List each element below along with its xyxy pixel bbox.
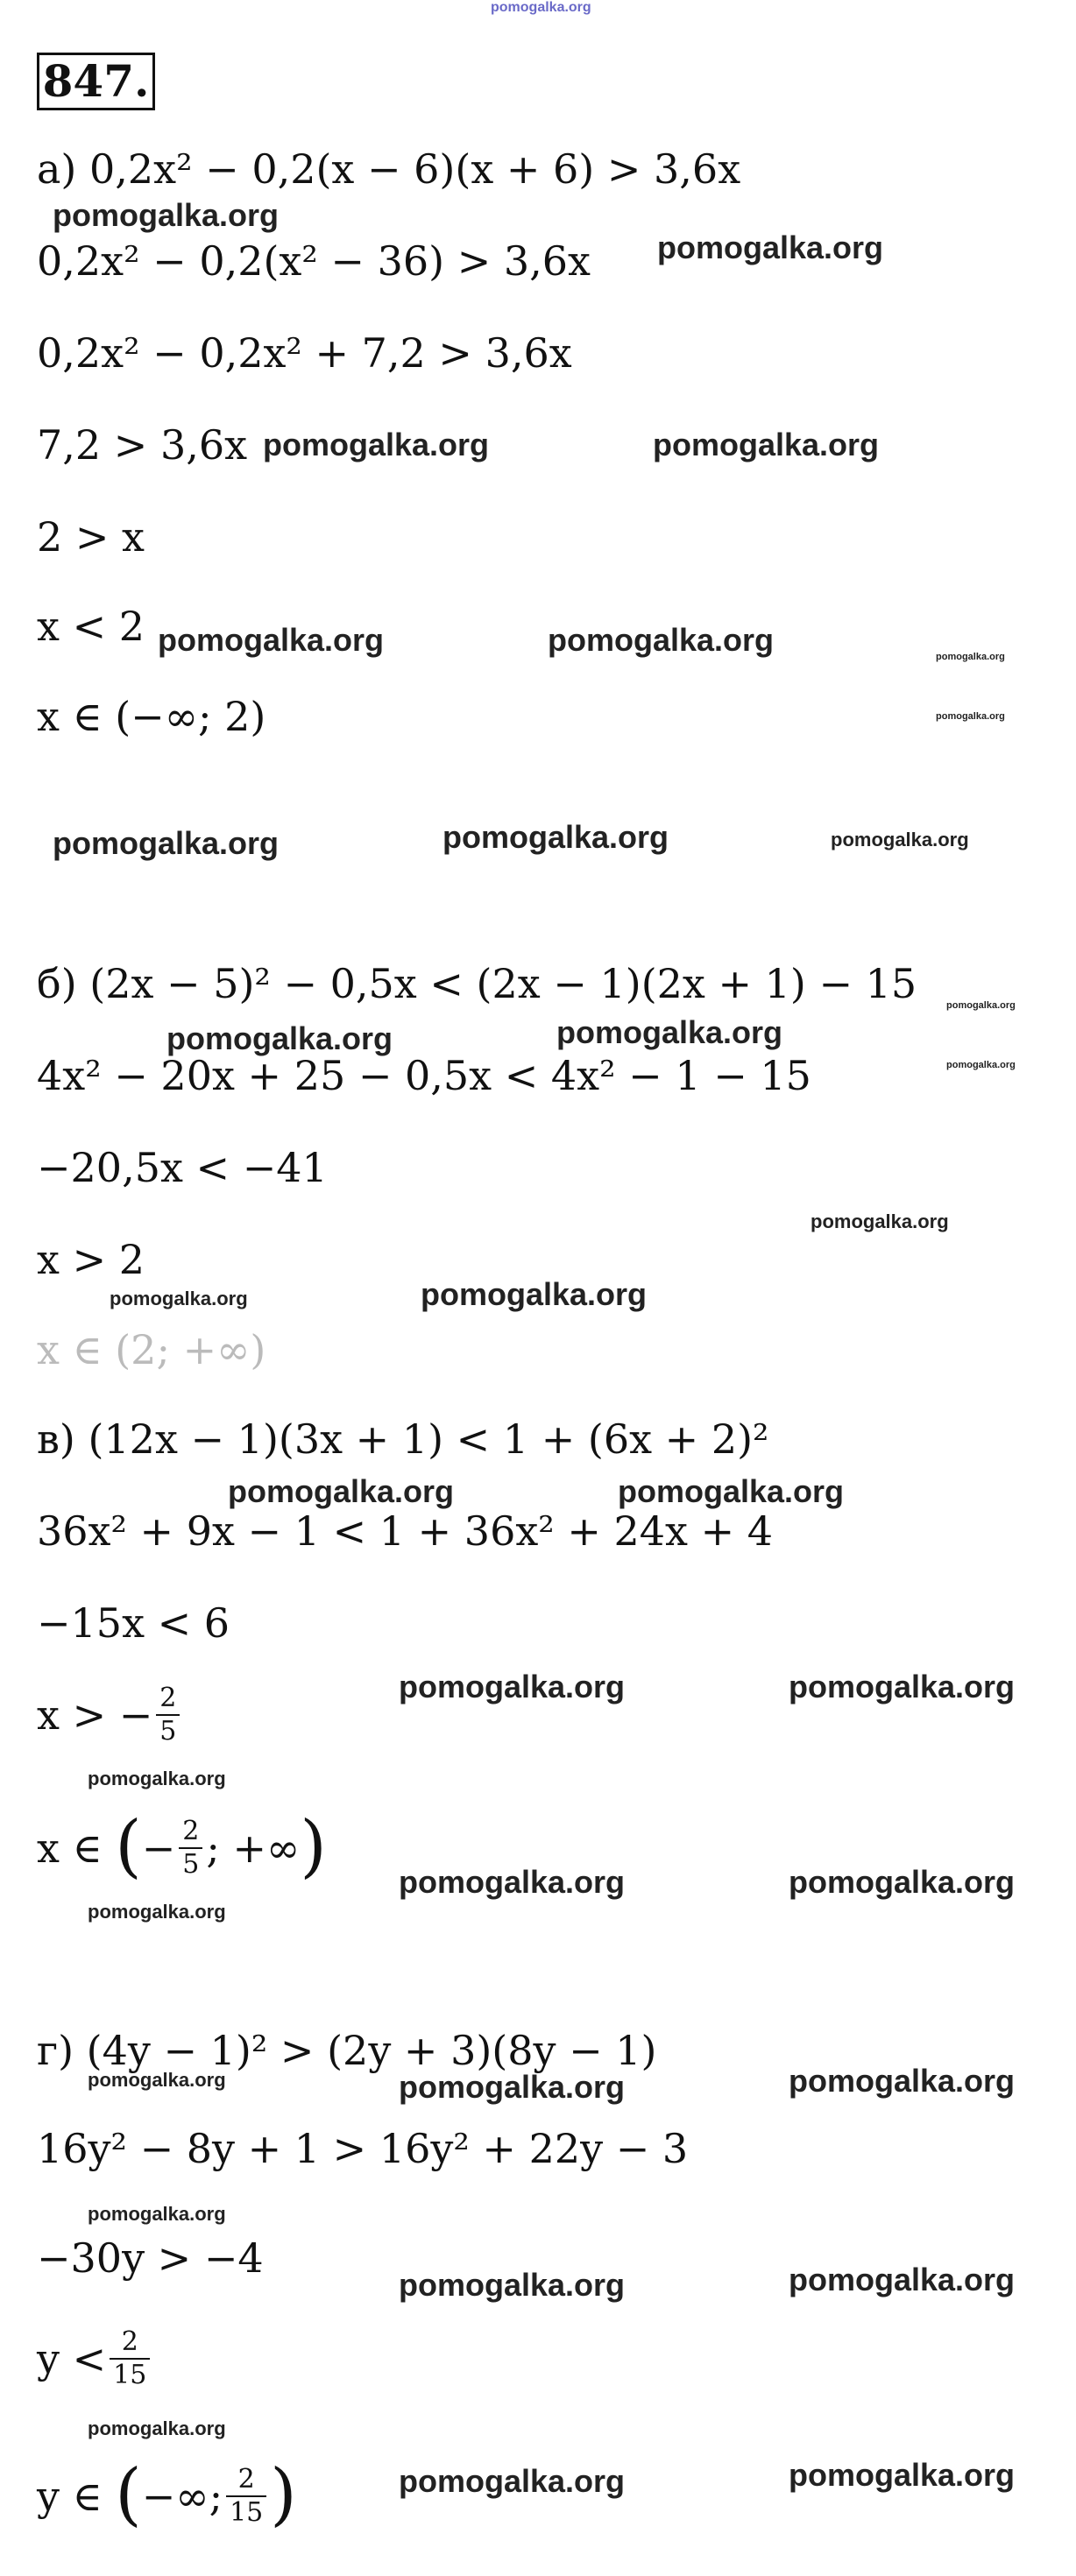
- watermark: pomogalka.org: [88, 2203, 226, 2225]
- watermark: pomogalka.org: [110, 1288, 248, 1309]
- fraction-denominator: 5: [159, 1716, 177, 1747]
- part-g-eq-1: (4y − 1)² > (2y + 3)(8y − 1): [86, 2027, 657, 2074]
- watermark: pomogalka.org: [421, 1276, 648, 1312]
- part-a-line-6: x < 2: [37, 603, 145, 650]
- open-paren: (: [115, 1807, 142, 1886]
- fraction-numerator: 2: [110, 2326, 150, 2360]
- watermark: pomogalka.org: [88, 2069, 226, 2091]
- watermark: pomogalka.org: [556, 1014, 783, 1050]
- part-g-line-3: −30y > −4: [37, 2234, 264, 2282]
- watermark: pomogalka.org: [399, 2463, 626, 2499]
- watermark: pomogalka.org: [88, 1901, 226, 1923]
- part-g-l4-fraction: [110, 2326, 150, 2391]
- part-b-answer: x ∈ (2; +∞): [37, 1326, 266, 1373]
- minus-sign: −: [141, 1824, 176, 1872]
- watermark: pomogalka.org: [653, 427, 880, 462]
- part-a-line-2: 0,2x² − 0,2(x² − 36) > 3,6x: [37, 237, 591, 285]
- part-v-line-1: [37, 1415, 769, 1463]
- part-g-l5-prefix: y ∈: [37, 2473, 103, 2520]
- fraction-numerator: 2: [179, 1816, 202, 1849]
- part-a-line-5: 2 > x: [37, 513, 145, 561]
- watermark: pomogalka.org: [442, 819, 669, 855]
- watermark: pomogalka.org: [158, 622, 385, 658]
- watermark: pomogalka.org: [811, 1210, 949, 1232]
- part-g-label: г): [37, 2027, 74, 2074]
- part-b-label: б): [37, 960, 77, 1007]
- watermark: pomogalka.org: [166, 1020, 393, 1056]
- watermark: pomogalka.org: [228, 1473, 455, 1509]
- part-v-l5-fraction: [179, 1816, 202, 1881]
- fraction-denominator: 5: [182, 1849, 200, 1880]
- part-v-l4-prefix: x > −: [37, 1691, 153, 1739]
- task-number: 847.: [37, 53, 155, 110]
- watermark: pomogalka.org: [88, 2417, 226, 2439]
- watermark: pomogalka.org: [789, 1864, 1016, 1900]
- watermark: pomogalka.org: [399, 1669, 626, 1704]
- part-v-line-3: −15x < 6: [37, 1599, 230, 1647]
- part-g-line-4: [37, 2326, 153, 2395]
- part-g-line-2: 16y² − 8y + 1 > 16y² + 22y − 3: [37, 2125, 689, 2172]
- watermark: pomogalka.org: [399, 2069, 626, 2105]
- fraction-denominator: 15: [113, 2360, 147, 2390]
- watermark: pomogalka.org: [946, 1060, 1016, 1070]
- part-b-line-3: −20,5x < −41: [37, 1144, 328, 1191]
- watermark: pomogalka.org: [263, 427, 490, 462]
- part-b-eq-1: (2x − 5)² − 0,5x < (2x − 1)(2x + 1) − 15: [89, 960, 917, 1007]
- close-paren: ): [270, 2455, 297, 2534]
- open-paren: (: [115, 2455, 142, 2534]
- watermark: pomogalka.org: [657, 229, 884, 265]
- part-g-l5-fraction: [226, 2464, 266, 2529]
- watermark: pomogalka.org: [946, 1000, 1016, 1011]
- site-mark: pomogalka.org: [491, 0, 591, 15]
- watermark: pomogalka.org: [936, 711, 1005, 722]
- interval-tail: ; +∞: [206, 1824, 301, 1872]
- part-b-line-4: x > 2: [37, 1236, 145, 1283]
- part-b-line-2: 4x² − 20x + 25 − 0,5x < 4x² − 1 − 15: [37, 1052, 811, 1099]
- watermark: pomogalka.org: [789, 2457, 1016, 2493]
- part-a-line-1: [37, 145, 741, 193]
- part-g-l4-prefix: y <: [37, 2335, 107, 2382]
- fraction-denominator: 15: [230, 2497, 264, 2528]
- part-a-line-4: 7,2 > 3,6x: [37, 421, 248, 469]
- watermark: pomogalka.org: [831, 829, 969, 850]
- watermark: pomogalka.org: [88, 1768, 226, 1789]
- part-a-line-3: 0,2x² − 0,2x² + 7,2 > 3,6x: [37, 329, 572, 377]
- part-v-eq-1: (12x − 1)(3x + 1) < 1 + (6x + 2)²: [88, 1415, 769, 1463]
- watermark: pomogalka.org: [53, 197, 280, 233]
- close-paren: ): [300, 1807, 327, 1886]
- part-a-eq-1: 0,2x² − 0,2(x − 6)(x + 6) > 3,6x: [89, 145, 741, 193]
- watermark: pomogalka.org: [936, 652, 1005, 662]
- part-g-answer: [37, 2455, 297, 2534]
- watermark: pomogalka.org: [789, 2262, 1016, 2297]
- fraction-numerator: 2: [156, 1683, 180, 1716]
- watermark: pomogalka.org: [548, 622, 775, 658]
- watermark: pomogalka.org: [399, 2267, 626, 2303]
- part-v-answer: [37, 1807, 327, 1886]
- part-v-l5-prefix: x ∈: [37, 1824, 103, 1872]
- fraction-numerator: 2: [226, 2464, 266, 2497]
- part-v-line-4: [37, 1683, 183, 1751]
- part-v-line-2: 36x² + 9x − 1 < 1 + 36x² + 24x + 4: [37, 1507, 774, 1555]
- part-a-answer: x ∈ (−∞; 2): [37, 693, 266, 740]
- watermark: pomogalka.org: [789, 1669, 1016, 1704]
- watermark: pomogalka.org: [789, 2063, 1016, 2099]
- part-v-l4-fraction: [156, 1683, 180, 1747]
- part-v-label: в): [37, 1415, 75, 1463]
- watermark: pomogalka.org: [618, 1473, 845, 1509]
- part-a-label: а): [37, 145, 77, 193]
- part-b-line-1: [37, 960, 917, 1007]
- watermark: pomogalka.org: [399, 1864, 626, 1900]
- interval-mid: −∞;: [141, 2473, 223, 2520]
- part-g-line-1: [37, 2027, 657, 2074]
- watermark: pomogalka.org: [53, 825, 280, 861]
